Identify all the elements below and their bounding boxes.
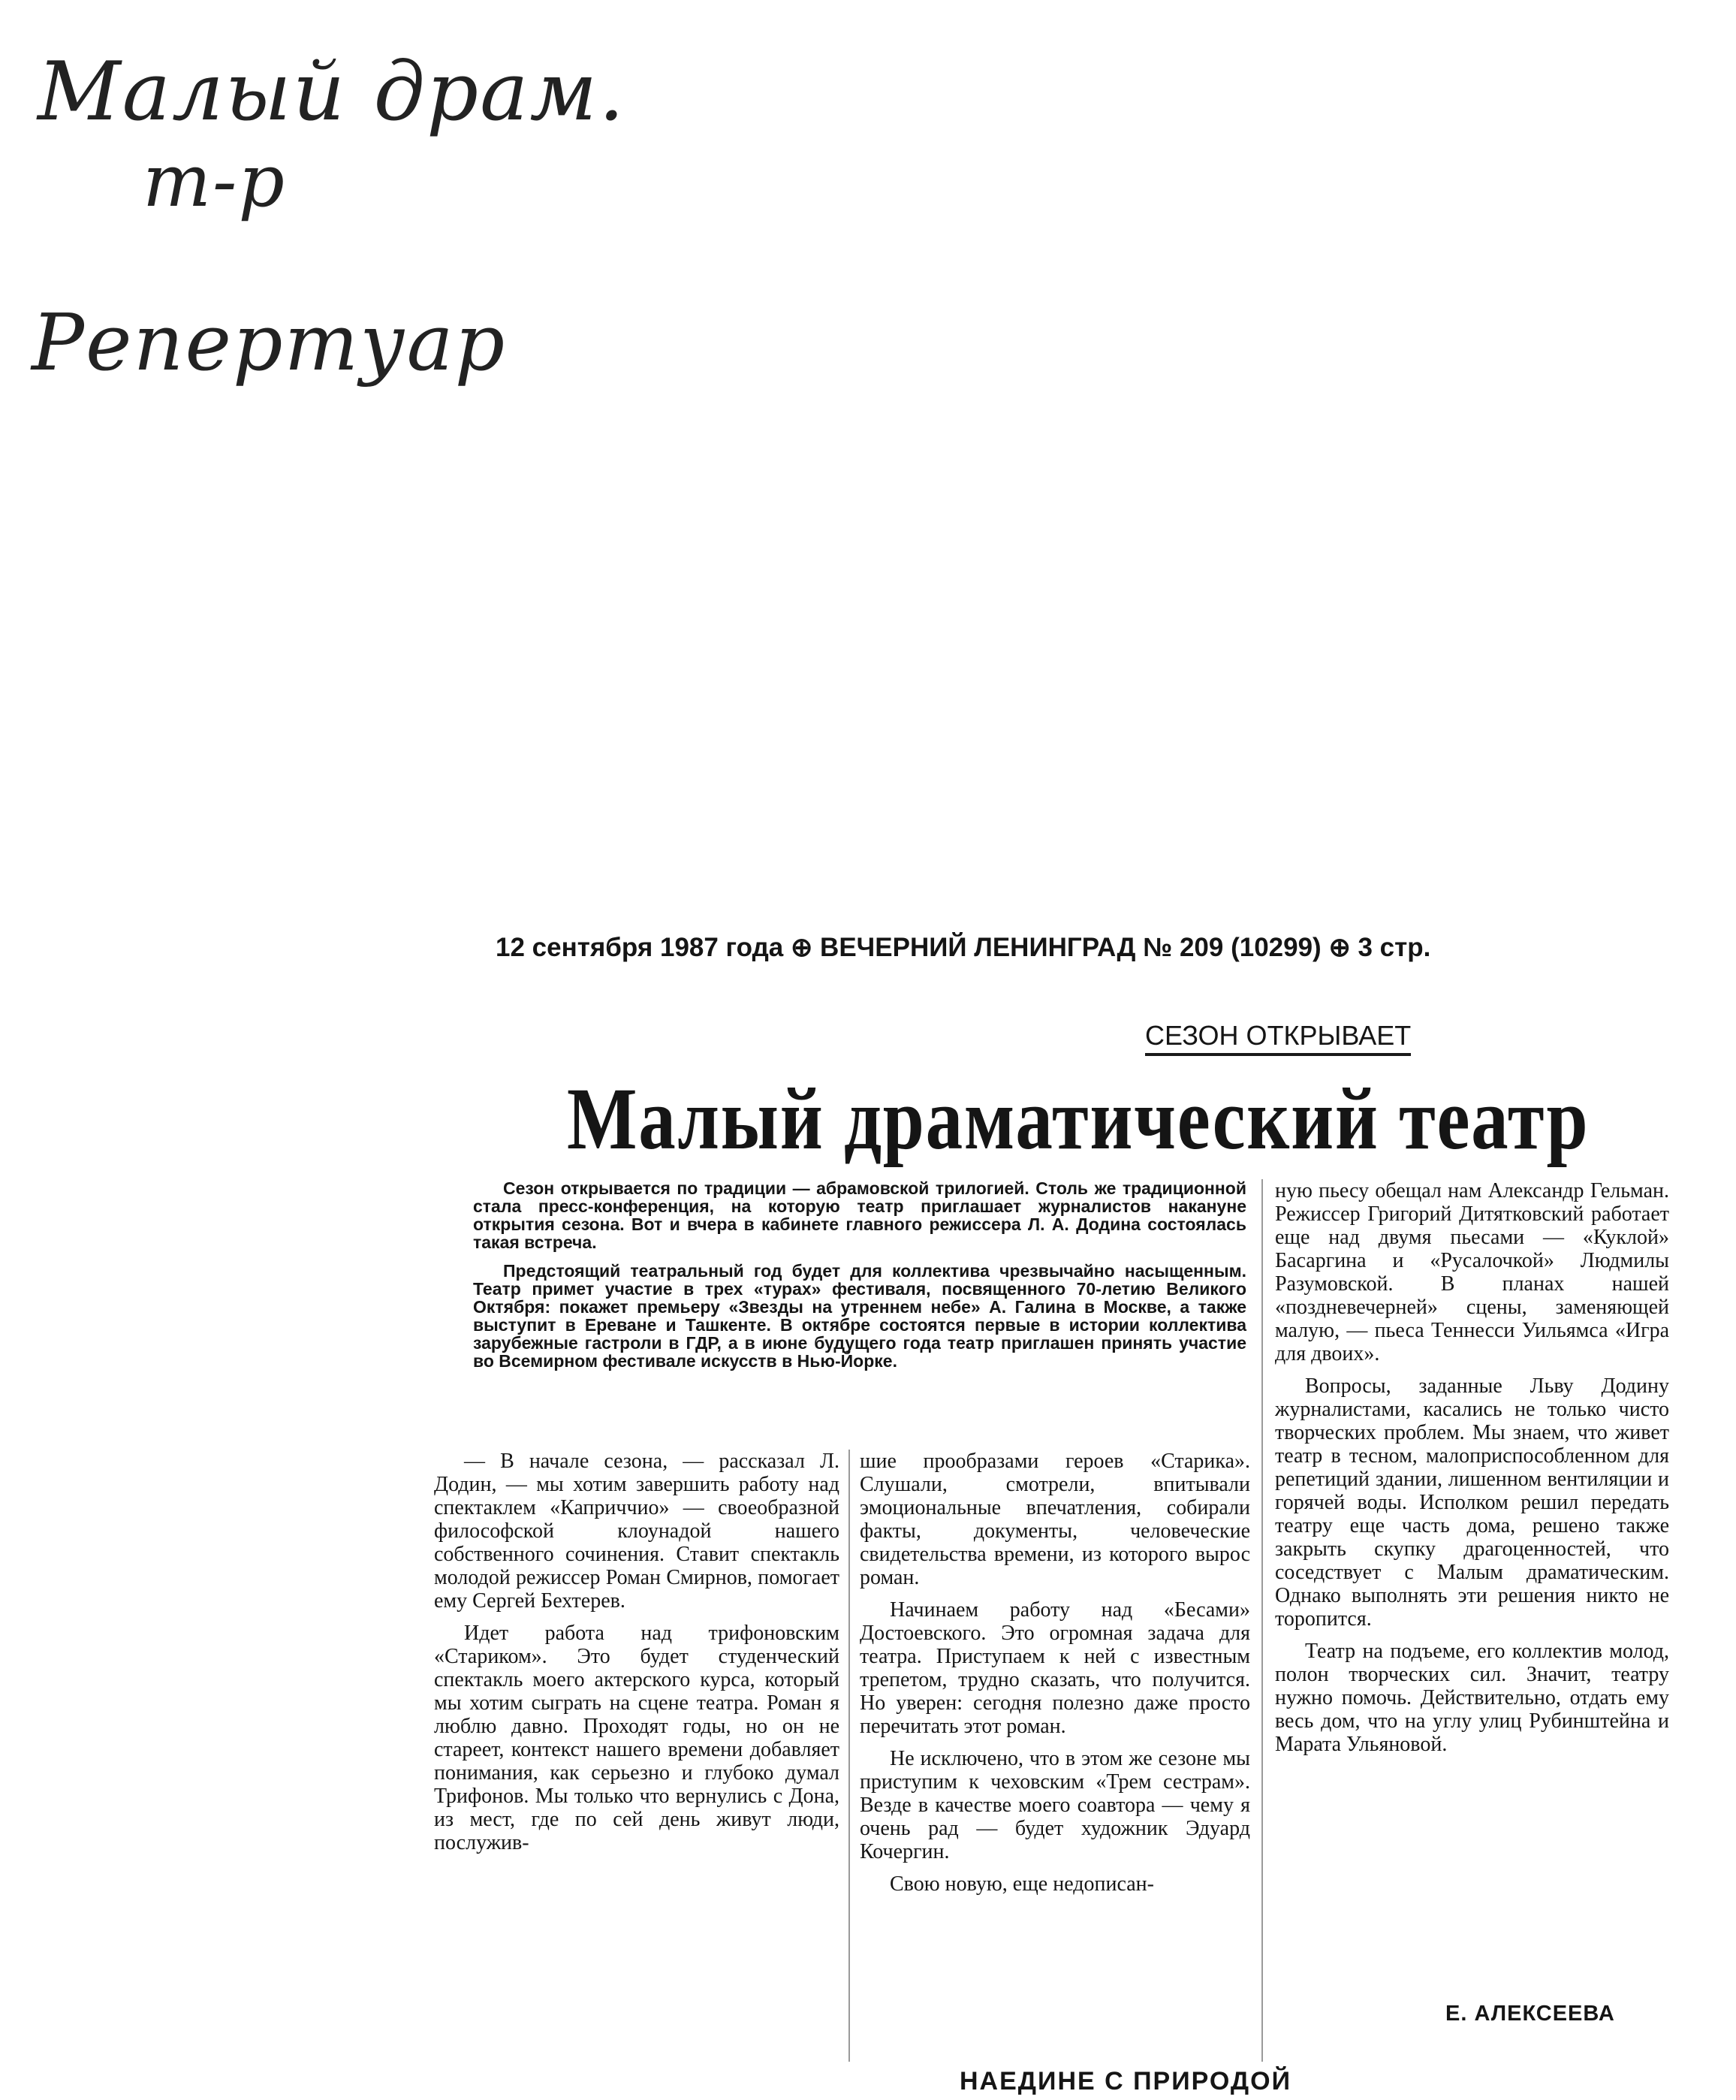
newspaper-header: 12 сентября 1987 года ⊕ ВЕЧЕРНИЙ ЛЕНИНГРАД № 209 (10299) ⊕ 3 стр. — [496, 933, 1431, 962]
handwritten-note-repertoire: Репертуар — [32, 297, 507, 388]
column-3 — [1275, 1179, 1669, 1765]
handwritten-note-theatre: Малый драм. — [38, 45, 626, 139]
newspaper-clipping — [420, 931, 1697, 2100]
paragraph: Свою новую, еще недописан- — [890, 1872, 1154, 1896]
lead-paragraph: Сезон открывается по традиции — абрамовской трилогией. Столь же традиционной стала пресс-конференция, на которую театр приглашает журналистов накануне открытия сезона. Вот и вчера в кабинете главного режиссера Л. А. Додина состоялась такая встреча. — [473, 1178, 1246, 1252]
lead-paragraph: Предстоящий театральный год будет для коллектива чрезвычайно насыщенным. Театр примет участие в трех «турах» фестиваля, посвященного 70-летию Великого Октября: покажет премьеру «Звезды на утреннем небе» А. Галина в Москве, а также выступит в Ереване и Ташкенте. В октябре состоятся первые в истории коллектива зарубежные гастроли в ГДР, а в июне будущего года театр приглашен принять участие во Всемирном фестивале искусств в Нью-Йорке. — [473, 1261, 1246, 1371]
paragraph: Идет работа над трифоновским «Стариком». Это будет студенческий спектакль моего актерского курса, который мы хотим сыграть на сцене театра. Роман я люблю давно. Проходят годы, но он не стареет, контекст нашего времени добавляет понимания, как серьезно и глубоко думал Трифонов. Мы только что вернулись с Дона, из мест, где по сей день живут люди, послужив- — [434, 1622, 839, 1854]
paragraph: Начинаем работу над «Бесами» Достоевского. Это огромная задача для театра. Приступаем к ней с известным трепетом, трудно сказать, что получится. Но уверен: сегодня полезно даже просто перечитать этот роман. — [860, 1598, 1250, 1738]
paragraph: — В начале сезона, — рассказал Л. Додин, — мы хотим завершить работу над спектаклем «Каприччио» — своеобразной философской клоунадой нашего собственного сочинения. Ставит спектакль молодой режиссер Роман Смирнов, помогает ему Сергей Бехтерев. — [434, 1450, 839, 1613]
paragraph: Театр на подъеме, его коллектив молод, полон творческих сил. Значит, театру нужно помочь. Действительно, отдать ему весь дом, что на углу улиц Рубинштейна и Марата Ульяновой. — [1275, 1640, 1669, 1756]
paragraph: шие прообразами героев «Старика». Слушали, смотрели, впитывали эмоциональные впечатления, собирали факты, документы, человеческие свидетельства времени, из которого вырос роман. — [860, 1450, 1250, 1589]
handwritten-note-abbrev: т-р — [143, 139, 286, 223]
column-2 — [860, 1450, 1250, 1905]
author-signature: Е. АЛЕКСЕЕВА — [1445, 2002, 1615, 2026]
column-divider — [1261, 1179, 1263, 2062]
rubric: СЕЗОН ОТКРЫВАЕТ — [1145, 1020, 1411, 1056]
paragraph: ную пьесу обещал нам Александр Гельман. Режиссер Григорий Дитятковский работает еще над двумя пьесами — «Куклой» Басаргина и «Русалочкой» Людмилы Разумовской. В планах нашей «поздневечерней» сцены, заменяющей малую, — пьеса Теннесси Уильямса «Игра для двоих». — [1275, 1179, 1669, 1365]
next-article-title: НАЕДИНЕ С ПРИРОДОЙ — [960, 2067, 1292, 2095]
article-title: Малый драматический театр — [567, 1070, 1590, 1168]
paragraph: Вопросы, заданные Льву Додину журналистами, касались не только чисто творческих проблем. Мы знаем, что живет театр в тесном, малоприспособленном для репетиций здании, лишенном вентиляции и горячей воды. Исполком решил передать театру еще часть дома, решено также закрыть скупку драгоценностей, что соседствует с Малым драматическим. Однако выполнять эти решения никто не торопится. — [1275, 1374, 1669, 1631]
article-lead — [473, 1179, 1246, 1380]
paragraph: Не исключено, что в этом же сезоне мы приступим к чеховским «Трем сестрам». Везде в качестве моего соавтора — чему я очень рад — будет художник Эдуард Кочергин. — [860, 1747, 1250, 1863]
column-divider — [848, 1450, 850, 2062]
column-1 — [434, 1450, 839, 1863]
